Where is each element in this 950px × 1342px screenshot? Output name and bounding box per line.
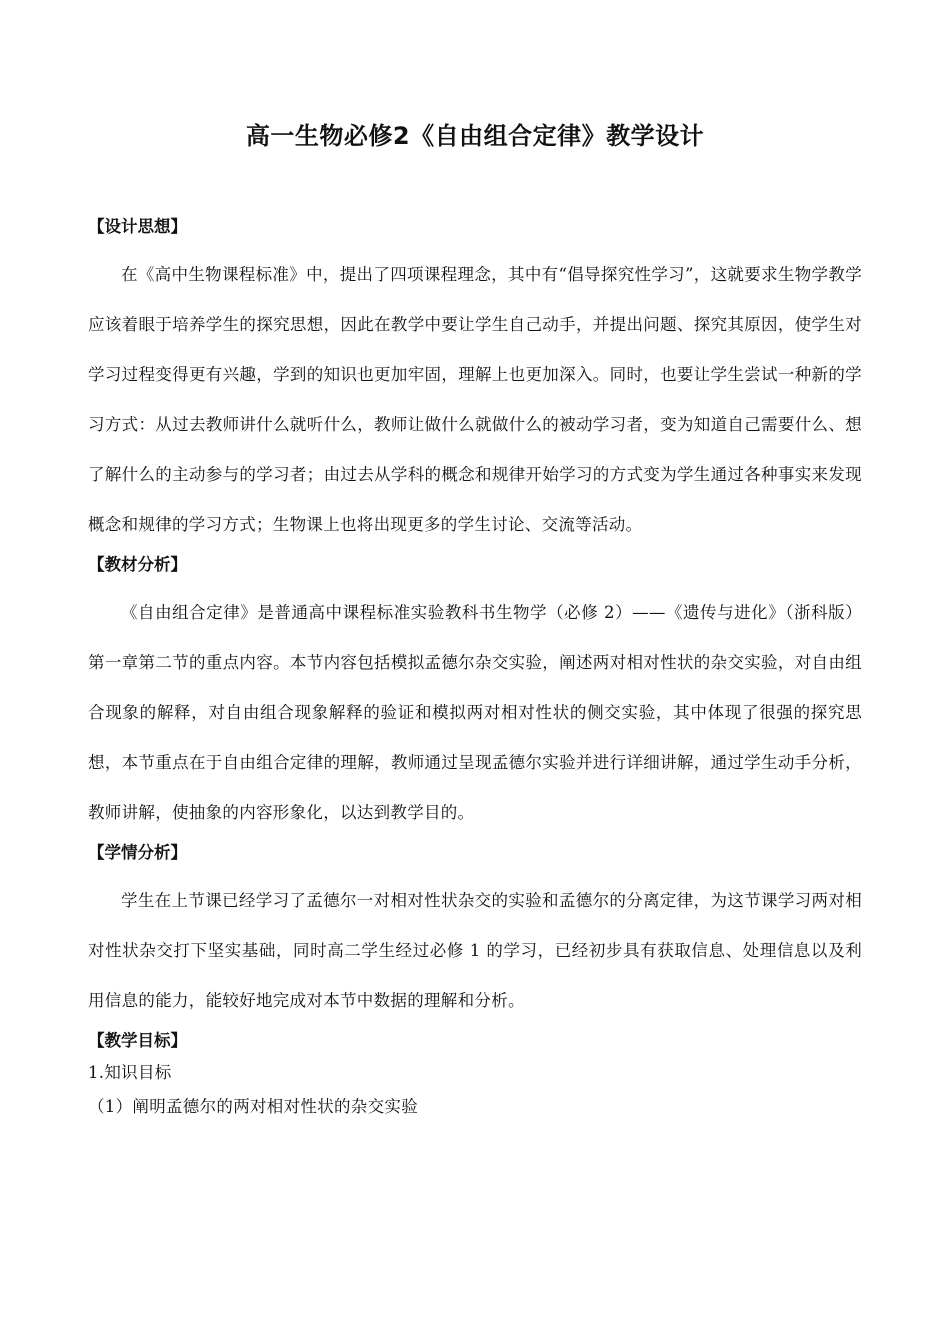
goal-item-knowledge: 1.知识目标	[88, 1063, 172, 1082]
section-heading-teaching-goals: 【教学目标】	[88, 1031, 187, 1050]
section-paragraph-textbook-analysis: 《自由组合定律》是普通高中课程标准实验教科书生物学（必修 2）——《遗传与进化》（浙科版）第一章第二节的重点内容。本节内容包括模拟孟德尔杂交实验，阐述两对相对性状的杂交实验，对自由组合现象的解释，对自由组合现象解释的验证和模拟两对相对性状的侧交实验，其中体现了很强的探究思想，本节重点在于自由组合定律的理解，教师通过呈现孟德尔实验并进行详细讲解，通过学生动手分析，教师讲解，使抽象的内容形象化，以达到教学目的。	[88, 603, 862, 822]
document-title: 高一生物必修2《自由组合定律》教学设计	[245, 122, 705, 150]
section-heading-textbook-analysis: 【教材分析】	[88, 555, 187, 574]
section-paragraph-student-analysis: 学生在上节课已经学习了孟德尔一对相对性状杂交的实验和孟德尔的分离定律，为这节课学习两对相对性状杂交打下坚实基础，同时高二学生经过必修 1 的学习，已经初步具有获取信息、处理信息以及利用信息的能力，能较好地完成对本节中数据的理解和分析。	[88, 891, 862, 1010]
section-paragraph-design-idea: 在《高中生物课程标准》中，提出了四项课程理念，其中有“倡导探究性学习”，这就要求生物学教学应该着眼于培养学生的探究思想，因此在教学中要让学生自己动手，并提出问题、探究其原因，使学生对学习过程变得更有兴趣，学到的知识也更加牢固，理解上也更加深入。同时，也要让学生尝试一种新的学习方式：从过去教师讲什么就听什么，教师让做什么就做什么的被动学习者，变为知道自己需要什么、想了解什么的主动参与的学习者；由过去从学科的概念和规律开始学习的方式变为学生通过各种事实来发现概念和规律的学习方式；生物课上也将出现更多的学生讨论、交流等活动。	[88, 265, 862, 534]
document-body	[88, 212, 862, 1124]
goal-item-1: （1）阐明孟德尔的两对相对性状的杂交实验	[88, 1097, 418, 1116]
section-heading-design-idea: 【设计思想】	[88, 217, 187, 236]
section-heading-student-analysis: 【学情分析】	[88, 843, 187, 862]
